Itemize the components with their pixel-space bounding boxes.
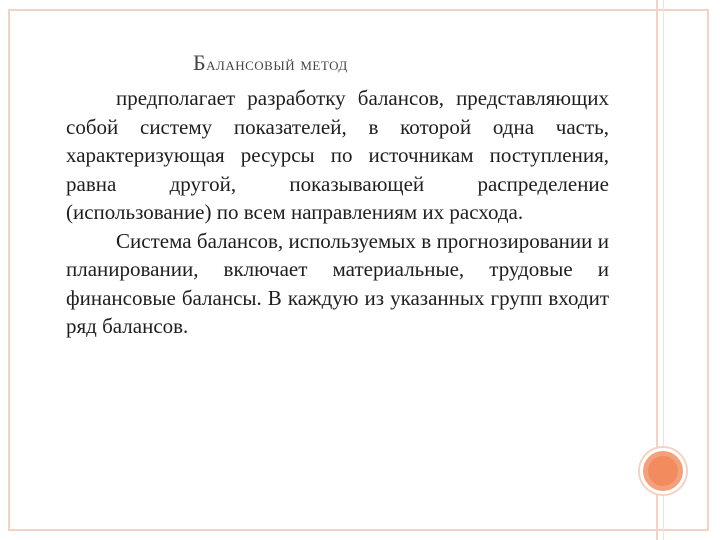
slide-title — [193, 50, 348, 76]
slide-title-rest: алансовый метод — [206, 54, 348, 75]
decorative-circle-inner — [648, 456, 678, 486]
body-paragraph-1: предполагает разработку балансов, представляющих собой систему показателей, в которой одна часть, характеризующая ресурсы по источникам поступления, равна другой, показывающей распределение (использование) по всем направлениям их расхода. — [66, 86, 609, 224]
decorative-circle-icon — [640, 448, 686, 494]
slide-title-initial: Б — [193, 50, 207, 75]
body-paragraph-2: Система балансов, используемых в прогнозировании и планировании, включает материальные, трудовые и финансовые балансы. В каждую из указанных групп входит ряд балансов. — [66, 228, 609, 338]
slide-body — [66, 84, 609, 341]
